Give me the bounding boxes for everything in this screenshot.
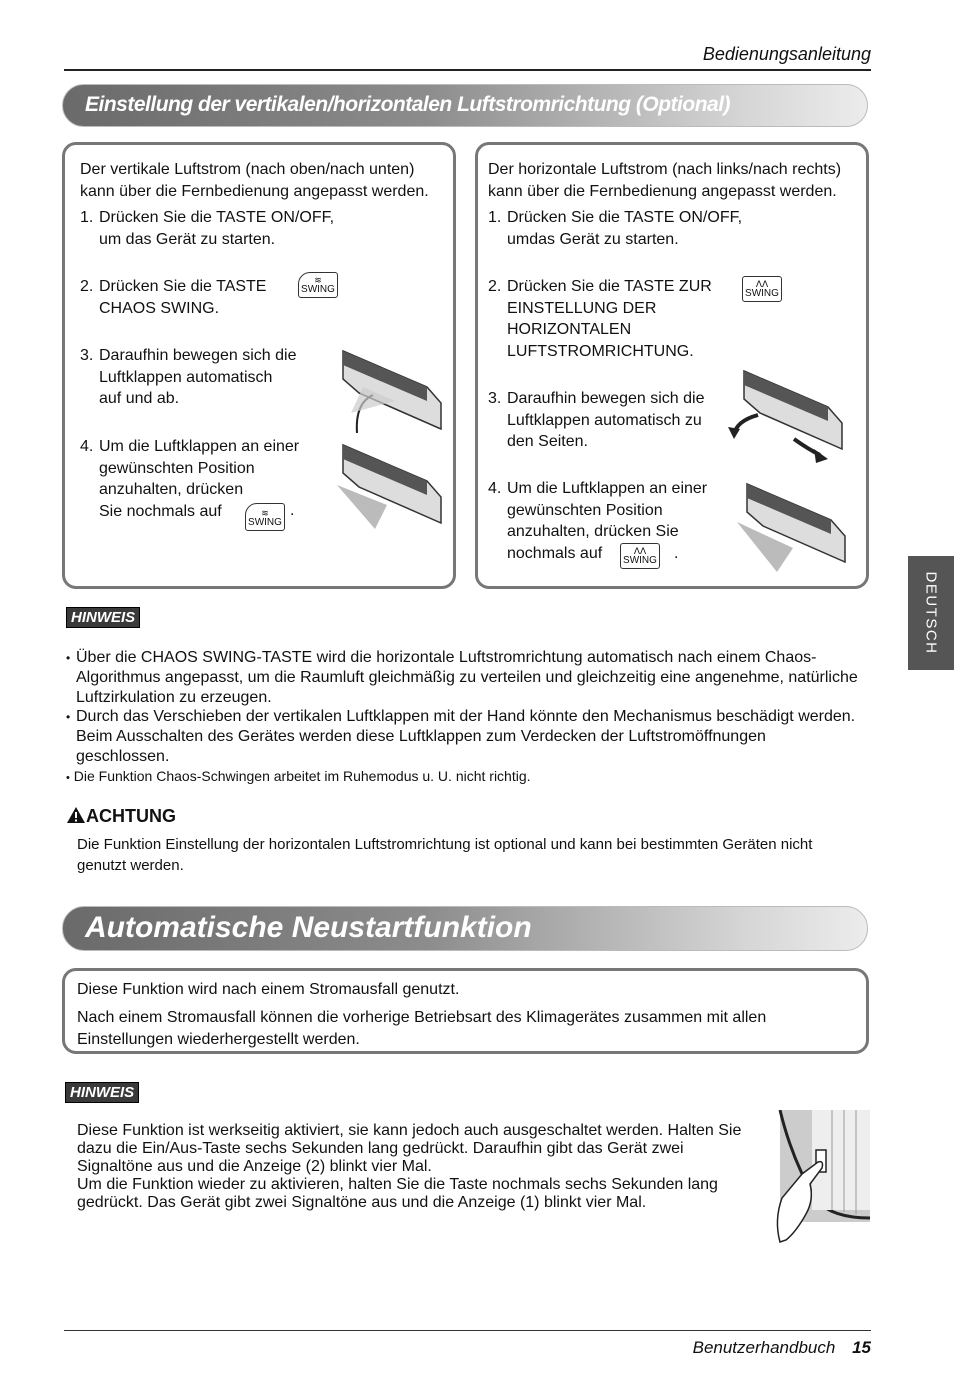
page-number: 15 [852, 1338, 871, 1357]
warning-icon [66, 806, 86, 824]
caution-heading: ACHTUNG [66, 806, 176, 827]
ac-unit-airflow-illustration [733, 478, 858, 573]
ac-unit-horizontal-swing-illustration [728, 365, 858, 465]
horizontal-swing-button-icon: ᐱᐱ SWING [742, 276, 782, 302]
vertical-step-1: 1. Drücken Sie die TASTE ON/OFF, um das Gerät zu starten. [80, 209, 335, 248]
auto-restart-line-2: Nach einem Stromausfall können die vorherige Betriebsart des Klimagerätes zusammen mit allen Einstellungen wiederhergestellt werden. [77, 1009, 767, 1048]
section-banner-airflow: Einstellung der vertikalen/horizontalen Luftstromrichtung (Optional) [62, 84, 868, 127]
period: . [290, 502, 295, 519]
note-label: HINWEIS [65, 1084, 139, 1102]
horizontal-airflow-box [475, 142, 869, 589]
horizontal-step-2: 2. Drücken Sie die TASTE ZUR EINSTELLUNG DER HORIZONTALEN LUFTSTROMRICHTUNG. [488, 278, 712, 360]
horizontal-step-4: 4. Um die Luftklappen an einer gewünschten Position anzuhalten, drücken Sie nochmals auf [488, 480, 708, 562]
vertical-step-3: 3. Daraufhin bewegen sich die Luftklappen automatisch auf und ab. [80, 347, 297, 407]
auto-restart-box [62, 968, 869, 1054]
language-tab: DEUTSCH [908, 556, 954, 670]
section-banner-auto-restart: Automatische Neustartfunktion [62, 906, 868, 951]
ac-unit-vertical-swing-illustration [335, 343, 445, 435]
note-bullet-2: • Durch das Verschieben der vertikalen Luftklappen mit der Hand könnte den Mechanismus beschädigt werden. Beim Ausschalten des Gerätes werden diese Luftklappen zum Verdecken der Luftstromöffnungen geschlossen. [66, 708, 856, 765]
note-2-text: Diese Funktion ist werkseitig aktiviert, sie kann jedoch auch ausgeschaltet werden. Halten Sie dazu die Ein/Aus-Taste sechs Sekunden lang gedrückt. Daraufhin gibt das Gerät zwei Signaltöne aus und die Anzeige (2) blinkt vier Mal. Um die Funktion wieder zu aktivieren, halten Sie die Taste nochmals sechs Sekunden lang gedrückt. Das Gerät gibt zwei Signaltöne aus und die Anzeige (1) blinkt vier Mal. [77, 1122, 742, 1211]
chaos-swing-button-icon: ≋ SWING [245, 503, 285, 531]
horizontal-step-1: 1. Drücken Sie die TASTE ON/OFF, umdas Gerät zu starten. [488, 209, 743, 248]
horizontal-swing-button-icon: ᐱᐱ SWING [620, 543, 660, 569]
vertical-step-2: 2. Drücken Sie die TASTE CHAOS SWING. [80, 278, 267, 317]
header-title: Bedienungsanleitung [702, 44, 871, 64]
chaos-swing-button-icon: ≋ SWING [298, 272, 338, 298]
ac-unit-airflow-illustration [335, 439, 445, 529]
footer: Benutzerhandbuch 15 [692, 1338, 871, 1357]
note-bullet-1: • Über die CHAOS SWING-TASTE wird die horizontale Luftstromrichtung automatisch nach einem Chaos- Algorithmus angepasst, um die Raumluft gleichmäßig zu verteilen und gleichzeitig eine angenehme, natürliche Luftzirkulation zu erzeugen. [66, 649, 858, 706]
horizontal-step-3: 3. Daraufhin bewegen sich die Luftklappen automatisch zu den Seiten. [488, 390, 705, 450]
note-bullet-3: • Die Funktion Chaos-Schwingen arbeitet im Ruhemodus u. U. nicht richtig. [66, 768, 531, 784]
caution-text: Die Funktion Einstellung der horizontalen Luftstromrichtung ist optional und kann bei bestimmten Geräten nicht genutzt werden. [77, 836, 813, 874]
footer-rule [64, 1330, 871, 1331]
header-rule [64, 69, 871, 71]
period: . [674, 545, 679, 562]
horizontal-intro: Der horizontale Luftstrom (nach links/nach rechts) kann über die Fernbedienung angepasst werden. [488, 161, 842, 200]
hand-pressing-button-illustration [772, 1110, 870, 1245]
vertical-intro: Der vertikale Luftstrom (nach oben/nach unten) kann über die Fernbedienung angepasst werden. [80, 161, 429, 200]
vertical-airflow-box [62, 142, 456, 589]
vertical-step-4: 4. Um die Luftklappen an einer gewünschten Position anzuhalten, drücken Sie nochmals auf [80, 438, 300, 520]
auto-restart-line-1: Diese Funktion wird nach einem Stromausfall genutzt. [77, 981, 460, 998]
note-label: HINWEIS [66, 609, 140, 627]
